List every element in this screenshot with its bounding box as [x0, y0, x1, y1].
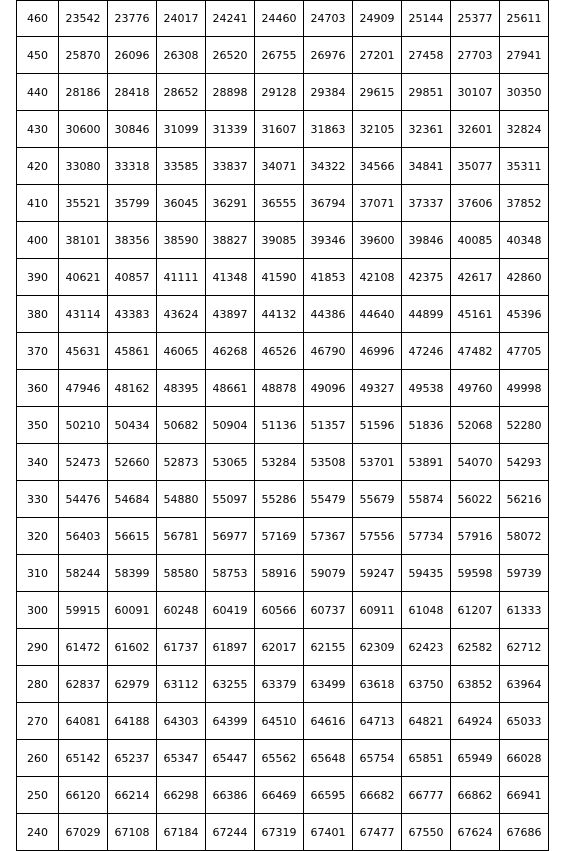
value-cell: 61737	[157, 629, 206, 666]
value-cell: 29851	[402, 74, 451, 111]
value-cell: 52280	[500, 407, 549, 444]
value-cell: 33585	[157, 148, 206, 185]
value-cell: 39600	[353, 222, 402, 259]
value-cell: 66941	[500, 777, 549, 814]
value-cell: 58072	[500, 518, 549, 555]
table-row	[17, 111, 549, 148]
table-row	[17, 777, 549, 814]
value-cell: 58753	[206, 555, 255, 592]
value-cell: 66595	[304, 777, 353, 814]
value-cell: 66777	[402, 777, 451, 814]
value-cell: 46996	[353, 333, 402, 370]
value-cell: 64188	[108, 703, 157, 740]
value-cell: 40857	[108, 259, 157, 296]
value-cell: 62155	[304, 629, 353, 666]
value-cell: 34841	[402, 148, 451, 185]
value-cell: 51596	[353, 407, 402, 444]
value-cell: 49327	[353, 370, 402, 407]
value-cell: 54476	[59, 481, 108, 518]
value-cell: 31339	[206, 111, 255, 148]
value-cell: 65754	[353, 740, 402, 777]
value-cell: 42108	[353, 259, 402, 296]
value-cell: 35077	[451, 148, 500, 185]
value-cell: 36555	[255, 185, 304, 222]
value-cell: 44386	[304, 296, 353, 333]
value-cell: 67686	[500, 814, 549, 851]
value-cell: 26976	[304, 37, 353, 74]
value-cell: 53284	[255, 444, 304, 481]
value-cell: 61048	[402, 592, 451, 629]
value-cell: 62309	[353, 629, 402, 666]
row-key-cell: 250	[17, 777, 59, 814]
table-row	[17, 814, 549, 851]
value-cell: 62423	[402, 629, 451, 666]
value-cell: 63499	[304, 666, 353, 703]
value-cell: 63852	[451, 666, 500, 703]
value-cell: 61207	[451, 592, 500, 629]
row-key-cell: 330	[17, 481, 59, 518]
value-cell: 49760	[451, 370, 500, 407]
value-cell: 48878	[255, 370, 304, 407]
value-cell: 33318	[108, 148, 157, 185]
value-cell: 29615	[353, 74, 402, 111]
value-cell: 41348	[206, 259, 255, 296]
value-cell: 59598	[451, 555, 500, 592]
value-cell: 66469	[255, 777, 304, 814]
value-cell: 38101	[59, 222, 108, 259]
value-cell: 56977	[206, 518, 255, 555]
value-cell: 67477	[353, 814, 402, 851]
value-cell: 66298	[157, 777, 206, 814]
value-cell: 58916	[255, 555, 304, 592]
value-cell: 34322	[304, 148, 353, 185]
table-row	[17, 666, 549, 703]
value-cell: 56615	[108, 518, 157, 555]
value-cell: 32601	[451, 111, 500, 148]
table-row	[17, 481, 549, 518]
value-cell: 66120	[59, 777, 108, 814]
value-cell: 61897	[206, 629, 255, 666]
value-cell: 63112	[157, 666, 206, 703]
value-cell: 44132	[255, 296, 304, 333]
value-cell: 39085	[255, 222, 304, 259]
value-cell: 57916	[451, 518, 500, 555]
row-key-cell: 340	[17, 444, 59, 481]
value-cell: 31099	[157, 111, 206, 148]
value-cell: 40085	[451, 222, 500, 259]
value-cell: 55097	[206, 481, 255, 518]
table-row	[17, 740, 549, 777]
value-cell: 42375	[402, 259, 451, 296]
value-cell: 35311	[500, 148, 549, 185]
value-cell: 61472	[59, 629, 108, 666]
value-cell: 30107	[451, 74, 500, 111]
table-row	[17, 333, 549, 370]
value-cell: 59079	[304, 555, 353, 592]
value-cell: 67029	[59, 814, 108, 851]
value-cell: 28652	[157, 74, 206, 111]
value-cell: 64924	[451, 703, 500, 740]
value-cell: 46526	[255, 333, 304, 370]
value-cell: 57556	[353, 518, 402, 555]
value-cell: 56403	[59, 518, 108, 555]
value-cell: 33837	[206, 148, 255, 185]
value-cell: 40621	[59, 259, 108, 296]
row-key-cell: 320	[17, 518, 59, 555]
table-row	[17, 370, 549, 407]
value-cell: 55479	[304, 481, 353, 518]
value-cell: 51136	[255, 407, 304, 444]
table-row	[17, 703, 549, 740]
row-key-cell: 360	[17, 370, 59, 407]
value-cell: 24703	[304, 1, 353, 37]
value-cell: 52660	[108, 444, 157, 481]
value-cell: 31863	[304, 111, 353, 148]
value-cell: 61602	[108, 629, 157, 666]
value-cell: 37606	[451, 185, 500, 222]
value-cell: 52068	[451, 407, 500, 444]
value-cell: 60091	[108, 592, 157, 629]
value-cell: 43897	[206, 296, 255, 333]
row-key-cell: 450	[17, 37, 59, 74]
value-cell: 66682	[353, 777, 402, 814]
data-table	[16, 0, 549, 851]
value-cell: 63255	[206, 666, 255, 703]
value-cell: 46790	[304, 333, 353, 370]
value-cell: 30350	[500, 74, 549, 111]
value-cell: 65347	[157, 740, 206, 777]
value-cell: 27201	[353, 37, 402, 74]
value-cell: 57734	[402, 518, 451, 555]
value-cell: 60911	[353, 592, 402, 629]
table-row	[17, 222, 549, 259]
value-cell: 54293	[500, 444, 549, 481]
table-row	[17, 148, 549, 185]
value-cell: 59915	[59, 592, 108, 629]
value-cell: 29384	[304, 74, 353, 111]
value-cell: 55874	[402, 481, 451, 518]
row-key-cell: 310	[17, 555, 59, 592]
value-cell: 26096	[108, 37, 157, 74]
value-cell: 53065	[206, 444, 255, 481]
row-key-cell: 350	[17, 407, 59, 444]
value-cell: 42860	[500, 259, 549, 296]
value-cell: 58244	[59, 555, 108, 592]
value-cell: 45161	[451, 296, 500, 333]
value-cell: 36794	[304, 185, 353, 222]
table-row	[17, 555, 549, 592]
table-row	[17, 592, 549, 629]
row-key-cell: 270	[17, 703, 59, 740]
value-cell: 44640	[353, 296, 402, 333]
value-cell: 42617	[451, 259, 500, 296]
row-key-cell: 300	[17, 592, 59, 629]
data-table-container	[16, 0, 549, 851]
value-cell: 49538	[402, 370, 451, 407]
value-cell: 35799	[108, 185, 157, 222]
value-cell: 65142	[59, 740, 108, 777]
value-cell: 65447	[206, 740, 255, 777]
value-cell: 24241	[206, 1, 255, 37]
value-cell: 47246	[402, 333, 451, 370]
value-cell: 53701	[353, 444, 402, 481]
value-cell: 67244	[206, 814, 255, 851]
value-cell: 45396	[500, 296, 549, 333]
value-cell: 27941	[500, 37, 549, 74]
table-row	[17, 296, 549, 333]
value-cell: 26308	[157, 37, 206, 74]
value-cell: 67184	[157, 814, 206, 851]
value-cell: 43624	[157, 296, 206, 333]
value-cell: 66386	[206, 777, 255, 814]
value-cell: 37852	[500, 185, 549, 222]
value-cell: 41111	[157, 259, 206, 296]
value-cell: 25611	[500, 1, 549, 37]
value-cell: 49096	[304, 370, 353, 407]
value-cell: 37071	[353, 185, 402, 222]
value-cell: 55286	[255, 481, 304, 518]
value-cell: 41853	[304, 259, 353, 296]
value-cell: 57169	[255, 518, 304, 555]
value-cell: 40348	[500, 222, 549, 259]
row-key-cell: 290	[17, 629, 59, 666]
value-cell: 63964	[500, 666, 549, 703]
value-cell: 56216	[500, 481, 549, 518]
row-key-cell: 410	[17, 185, 59, 222]
value-cell: 65237	[108, 740, 157, 777]
table-row	[17, 1, 549, 37]
table-row	[17, 37, 549, 74]
value-cell: 32824	[500, 111, 549, 148]
value-cell: 23542	[59, 1, 108, 37]
value-cell: 46065	[157, 333, 206, 370]
value-cell: 25144	[402, 1, 451, 37]
value-cell: 35521	[59, 185, 108, 222]
value-cell: 67550	[402, 814, 451, 851]
value-cell: 48162	[108, 370, 157, 407]
value-cell: 39846	[402, 222, 451, 259]
row-key-cell: 420	[17, 148, 59, 185]
value-cell: 53891	[402, 444, 451, 481]
value-cell: 62837	[59, 666, 108, 703]
value-cell: 44899	[402, 296, 451, 333]
value-cell: 53508	[304, 444, 353, 481]
value-cell: 23776	[108, 1, 157, 37]
value-cell: 62017	[255, 629, 304, 666]
value-cell: 61333	[500, 592, 549, 629]
value-cell: 36045	[157, 185, 206, 222]
value-cell: 66862	[451, 777, 500, 814]
value-cell: 64081	[59, 703, 108, 740]
value-cell: 55679	[353, 481, 402, 518]
row-key-cell: 380	[17, 296, 59, 333]
value-cell: 36291	[206, 185, 255, 222]
value-cell: 50210	[59, 407, 108, 444]
value-cell: 63750	[402, 666, 451, 703]
value-cell: 30846	[108, 111, 157, 148]
value-cell: 56022	[451, 481, 500, 518]
value-cell: 65033	[500, 703, 549, 740]
value-cell: 51357	[304, 407, 353, 444]
value-cell: 43383	[108, 296, 157, 333]
value-cell: 62582	[451, 629, 500, 666]
value-cell: 65562	[255, 740, 304, 777]
value-cell: 30600	[59, 111, 108, 148]
value-cell: 41590	[255, 259, 304, 296]
value-cell: 29128	[255, 74, 304, 111]
row-key-cell: 460	[17, 1, 59, 37]
row-key-cell: 260	[17, 740, 59, 777]
value-cell: 66214	[108, 777, 157, 814]
value-cell: 52873	[157, 444, 206, 481]
value-cell: 56781	[157, 518, 206, 555]
value-cell: 60737	[304, 592, 353, 629]
value-cell: 49998	[500, 370, 549, 407]
value-cell: 66028	[500, 740, 549, 777]
value-cell: 24017	[157, 1, 206, 37]
value-cell: 54070	[451, 444, 500, 481]
table-row	[17, 74, 549, 111]
value-cell: 39346	[304, 222, 353, 259]
table-row	[17, 185, 549, 222]
value-cell: 32105	[353, 111, 402, 148]
value-cell: 64399	[206, 703, 255, 740]
row-key-cell: 280	[17, 666, 59, 703]
value-cell: 64713	[353, 703, 402, 740]
value-cell: 67401	[304, 814, 353, 851]
value-cell: 65949	[451, 740, 500, 777]
value-cell: 67624	[451, 814, 500, 851]
row-key-cell: 440	[17, 74, 59, 111]
table-row	[17, 518, 549, 555]
table-row	[17, 629, 549, 666]
value-cell: 28898	[206, 74, 255, 111]
value-cell: 62712	[500, 629, 549, 666]
value-cell: 62979	[108, 666, 157, 703]
value-cell: 54684	[108, 481, 157, 518]
value-cell: 50434	[108, 407, 157, 444]
table-row	[17, 444, 549, 481]
value-cell: 52473	[59, 444, 108, 481]
value-cell: 47705	[500, 333, 549, 370]
value-cell: 54880	[157, 481, 206, 518]
value-cell: 38356	[108, 222, 157, 259]
value-cell: 32361	[402, 111, 451, 148]
table-row	[17, 259, 549, 296]
value-cell: 50682	[157, 407, 206, 444]
value-cell: 45631	[59, 333, 108, 370]
value-cell: 37337	[402, 185, 451, 222]
table-body	[17, 1, 549, 851]
value-cell: 60248	[157, 592, 206, 629]
value-cell: 45861	[108, 333, 157, 370]
value-cell: 63379	[255, 666, 304, 703]
value-cell: 59739	[500, 555, 549, 592]
value-cell: 24460	[255, 1, 304, 37]
value-cell: 38827	[206, 222, 255, 259]
value-cell: 60566	[255, 592, 304, 629]
value-cell: 63618	[353, 666, 402, 703]
value-cell: 26520	[206, 37, 255, 74]
value-cell: 27458	[402, 37, 451, 74]
row-key-cell: 240	[17, 814, 59, 851]
value-cell: 51836	[402, 407, 451, 444]
table-row	[17, 407, 549, 444]
value-cell: 38590	[157, 222, 206, 259]
value-cell: 59435	[402, 555, 451, 592]
value-cell: 24909	[353, 1, 402, 37]
value-cell: 50904	[206, 407, 255, 444]
value-cell: 28418	[108, 74, 157, 111]
value-cell: 58580	[157, 555, 206, 592]
value-cell: 65648	[304, 740, 353, 777]
value-cell: 47946	[59, 370, 108, 407]
value-cell: 46268	[206, 333, 255, 370]
value-cell: 33080	[59, 148, 108, 185]
value-cell: 64303	[157, 703, 206, 740]
value-cell: 67108	[108, 814, 157, 851]
row-key-cell: 400	[17, 222, 59, 259]
value-cell: 57367	[304, 518, 353, 555]
value-cell: 26755	[255, 37, 304, 74]
value-cell: 25870	[59, 37, 108, 74]
value-cell: 60419	[206, 592, 255, 629]
value-cell: 47482	[451, 333, 500, 370]
value-cell: 34566	[353, 148, 402, 185]
value-cell: 43114	[59, 296, 108, 333]
value-cell: 65851	[402, 740, 451, 777]
row-key-cell: 370	[17, 333, 59, 370]
row-key-cell: 430	[17, 111, 59, 148]
value-cell: 64616	[304, 703, 353, 740]
row-key-cell: 390	[17, 259, 59, 296]
value-cell: 59247	[353, 555, 402, 592]
value-cell: 48661	[206, 370, 255, 407]
value-cell: 67319	[255, 814, 304, 851]
value-cell: 27703	[451, 37, 500, 74]
value-cell: 25377	[451, 1, 500, 37]
value-cell: 48395	[157, 370, 206, 407]
value-cell: 64510	[255, 703, 304, 740]
value-cell: 28186	[59, 74, 108, 111]
value-cell: 58399	[108, 555, 157, 592]
value-cell: 31607	[255, 111, 304, 148]
value-cell: 64821	[402, 703, 451, 740]
value-cell: 34071	[255, 148, 304, 185]
